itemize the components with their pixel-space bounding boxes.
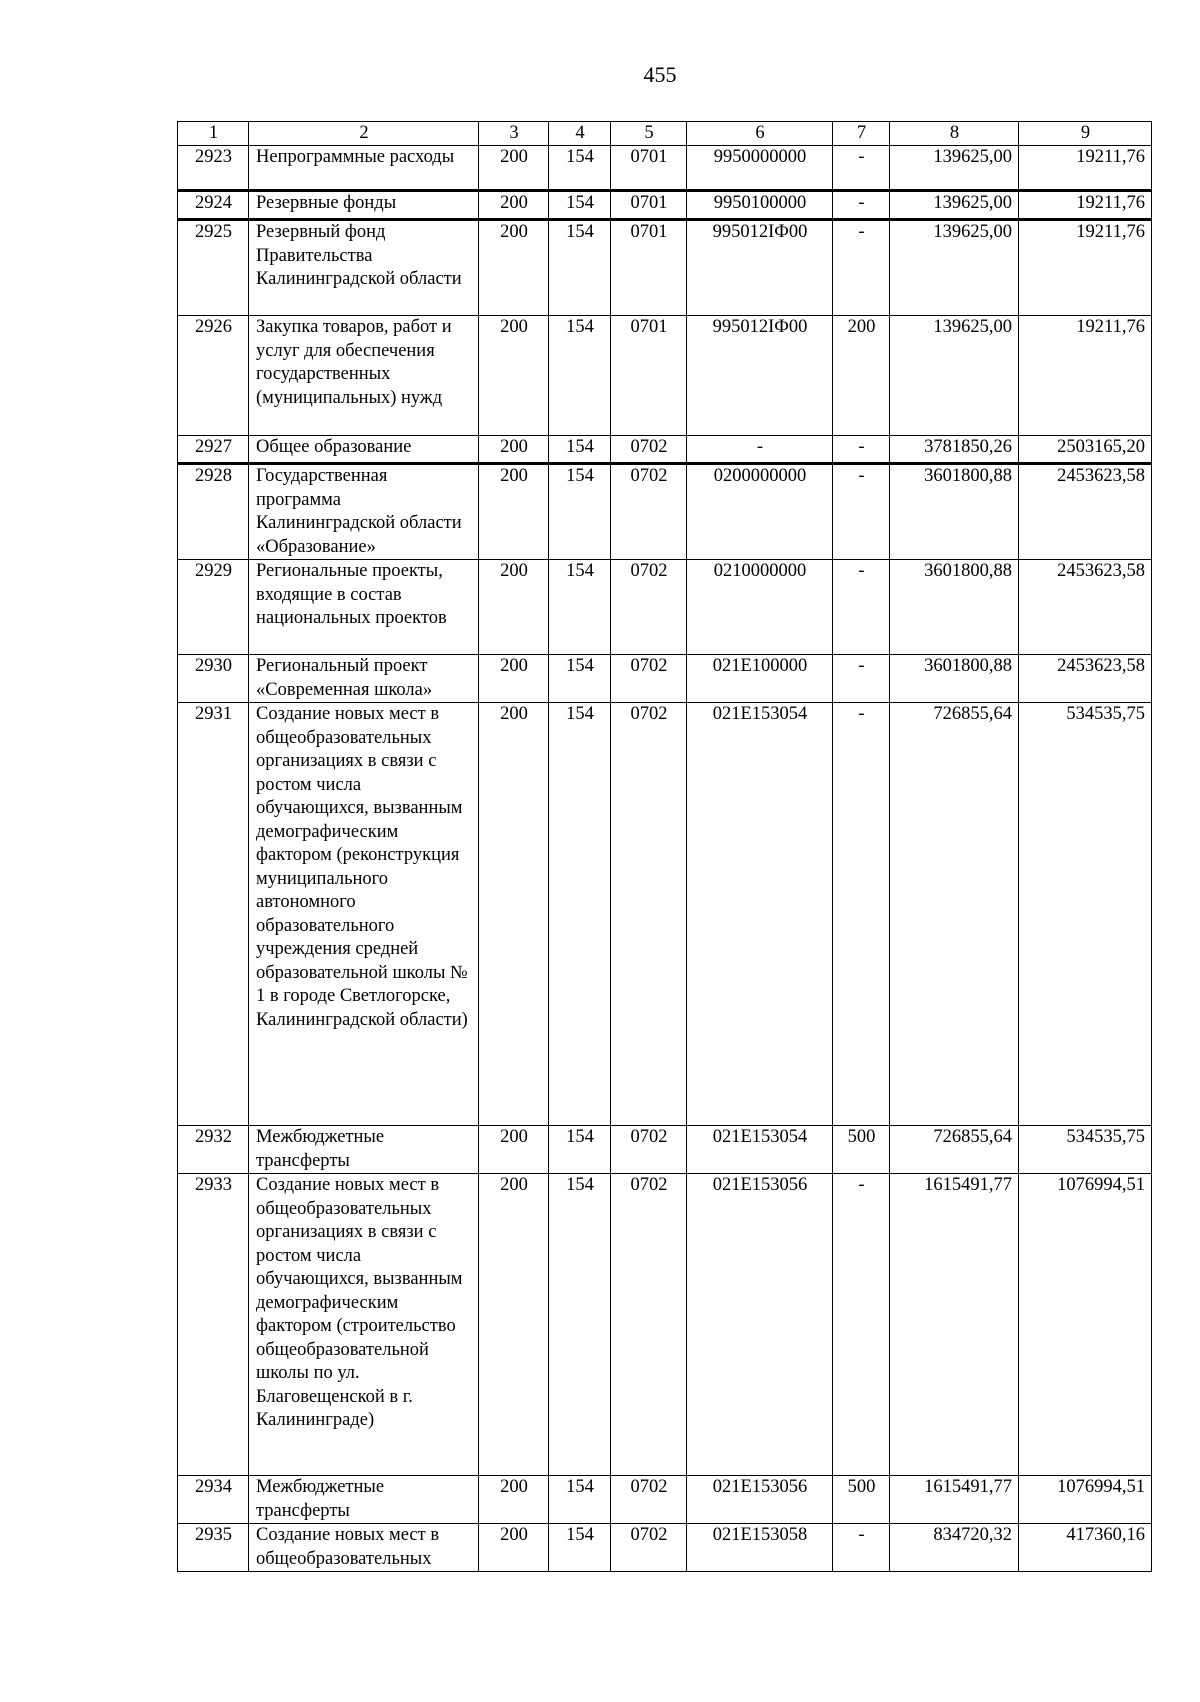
cell: 0702 <box>611 1174 687 1476</box>
table-row <box>178 655 1152 703</box>
cell: 500 <box>833 1126 890 1174</box>
cell: 0701 <box>611 191 687 220</box>
cell: 0702 <box>611 703 687 1126</box>
row-number: 2923 <box>178 146 249 191</box>
cell: 3601800,88 <box>890 655 1019 703</box>
cell: 2503165,20 <box>1019 436 1152 464</box>
table-row <box>178 220 1152 316</box>
cell: 0210000000 <box>687 560 833 655</box>
row-name: Межбюджетные трансферты <box>249 1126 479 1174</box>
budget-table <box>177 121 1152 1572</box>
cell: 139625,00 <box>890 316 1019 436</box>
cell: 154 <box>549 560 611 655</box>
cell: 200 <box>479 1524 549 1572</box>
cell: 200 <box>479 316 549 436</box>
row-name: Межбюджетные трансферты <box>249 1476 479 1524</box>
cell: - <box>687 436 833 464</box>
cell: 021Е153054 <box>687 1126 833 1174</box>
cell: 139625,00 <box>890 220 1019 316</box>
cell: 0702 <box>611 560 687 655</box>
cell: 200 <box>479 436 549 464</box>
table-row <box>178 464 1152 560</box>
cell: 0702 <box>611 464 687 560</box>
row-number: 2925 <box>178 220 249 316</box>
cell: 534535,75 <box>1019 703 1152 1126</box>
row-number: 2927 <box>178 436 249 464</box>
cell: 200 <box>833 316 890 436</box>
cell: 19211,76 <box>1019 146 1152 191</box>
cell: - <box>833 560 890 655</box>
table-row <box>178 1524 1152 1572</box>
page-number: 455 <box>643 62 677 87</box>
row-number: 2930 <box>178 655 249 703</box>
table-row <box>178 1476 1152 1524</box>
cell: 1615491,77 <box>890 1174 1019 1476</box>
cell: 154 <box>549 1126 611 1174</box>
cell: 2453623,58 <box>1019 560 1152 655</box>
column-header: 1 <box>178 122 249 146</box>
cell: 154 <box>549 1174 611 1476</box>
cell: 3601800,88 <box>890 560 1019 655</box>
row-name: Региональный проект «Современная школа» <box>249 655 479 703</box>
row-name: Непрограммные расходы <box>249 146 479 191</box>
table-row <box>178 146 1152 191</box>
cell: 200 <box>479 655 549 703</box>
row-name: Государственная программа Калининградской области «Образование» <box>249 464 479 560</box>
cell: 3781850,26 <box>890 436 1019 464</box>
cell: 154 <box>549 316 611 436</box>
cell: 200 <box>479 1126 549 1174</box>
cell: 19211,76 <box>1019 316 1152 436</box>
row-number: 2931 <box>178 703 249 1126</box>
cell: 139625,00 <box>890 146 1019 191</box>
row-number: 2934 <box>178 1476 249 1524</box>
row-number: 2928 <box>178 464 249 560</box>
cell: 154 <box>549 1524 611 1572</box>
cell: 995012ІФ00 <box>687 316 833 436</box>
cell: 154 <box>549 146 611 191</box>
cell: 0702 <box>611 655 687 703</box>
row-number: 2926 <box>178 316 249 436</box>
cell: - <box>833 464 890 560</box>
cell: - <box>833 191 890 220</box>
cell: 1076994,51 <box>1019 1174 1152 1476</box>
cell: 995012ІФ00 <box>687 220 833 316</box>
cell: 139625,00 <box>890 191 1019 220</box>
cell: 0701 <box>611 220 687 316</box>
cell: 154 <box>549 436 611 464</box>
column-header: 3 <box>479 122 549 146</box>
cell: 200 <box>479 464 549 560</box>
table-row <box>178 191 1152 220</box>
cell: 0702 <box>611 1476 687 1524</box>
cell: 1615491,77 <box>890 1476 1019 1524</box>
column-header: 6 <box>687 122 833 146</box>
cell: 2453623,58 <box>1019 655 1152 703</box>
cell: - <box>833 1174 890 1476</box>
row-name: Резервные фонды <box>249 191 479 220</box>
row-name: Создание новых мест в общеобразовательных организациях в связи с ростом числа обучающихся, вызванным демографическим фактором (строительство общеобразовательной школы по ул. Благовещенской в г. Калининграде) <box>249 1174 479 1476</box>
row-name: Создание новых мест в общеобразовательных <box>249 1524 479 1572</box>
table-row <box>178 560 1152 655</box>
cell: 0200000000 <box>687 464 833 560</box>
cell: 200 <box>479 1476 549 1524</box>
cell: 3601800,88 <box>890 464 1019 560</box>
cell: 19211,76 <box>1019 191 1152 220</box>
cell: 154 <box>549 464 611 560</box>
cell: 154 <box>549 703 611 1126</box>
cell: 021Е100000 <box>687 655 833 703</box>
cell: 021Е153056 <box>687 1174 833 1476</box>
cell: 200 <box>479 191 549 220</box>
cell: 834720,32 <box>890 1524 1019 1572</box>
row-name: Закупка товаров, работ и услуг для обеспечения государственных (муниципальных) нужд <box>249 316 479 436</box>
row-number: 2924 <box>178 191 249 220</box>
column-header: 8 <box>890 122 1019 146</box>
column-header: 4 <box>549 122 611 146</box>
cell: 0702 <box>611 1126 687 1174</box>
cell: 200 <box>479 220 549 316</box>
cell: 021Е153054 <box>687 703 833 1126</box>
cell: 2453623,58 <box>1019 464 1152 560</box>
cell: - <box>833 436 890 464</box>
cell: 200 <box>479 560 549 655</box>
table-row <box>178 1174 1152 1476</box>
row-number: 2935 <box>178 1524 249 1572</box>
cell: 500 <box>833 1476 890 1524</box>
cell: - <box>833 1524 890 1572</box>
cell: 726855,64 <box>890 1126 1019 1174</box>
cell: 021Е153056 <box>687 1476 833 1524</box>
header-row <box>178 122 1152 146</box>
row-number: 2933 <box>178 1174 249 1476</box>
table-row <box>178 436 1152 464</box>
row-name: Общее образование <box>249 436 479 464</box>
cell: 0701 <box>611 146 687 191</box>
cell: 726855,64 <box>890 703 1019 1126</box>
cell: 0701 <box>611 316 687 436</box>
cell: 021Е153058 <box>687 1524 833 1572</box>
cell: 154 <box>549 220 611 316</box>
cell: 154 <box>549 655 611 703</box>
cell: - <box>833 655 890 703</box>
cell: 19211,76 <box>1019 220 1152 316</box>
table-row <box>178 1126 1152 1174</box>
cell: - <box>833 146 890 191</box>
column-header: 9 <box>1019 122 1152 146</box>
table-row <box>178 316 1152 436</box>
cell: 417360,16 <box>1019 1524 1152 1572</box>
column-header: 5 <box>611 122 687 146</box>
cell: 0702 <box>611 436 687 464</box>
cell: - <box>833 220 890 316</box>
cell: 154 <box>549 191 611 220</box>
table-row <box>178 703 1152 1126</box>
column-header: 2 <box>249 122 479 146</box>
cell: 200 <box>479 1174 549 1476</box>
cell: 154 <box>549 1476 611 1524</box>
cell: 1076994,51 <box>1019 1476 1152 1524</box>
cell: 9950000000 <box>687 146 833 191</box>
row-name: Резервный фонд Правительства Калининградской области <box>249 220 479 316</box>
cell: 0702 <box>611 1524 687 1572</box>
cell: 200 <box>479 703 549 1126</box>
row-number: 2929 <box>178 560 249 655</box>
cell: 534535,75 <box>1019 1126 1152 1174</box>
row-number: 2932 <box>178 1126 249 1174</box>
row-name: Региональные проекты, входящие в состав национальных проектов <box>249 560 479 655</box>
cell: - <box>833 703 890 1126</box>
column-header: 7 <box>833 122 890 146</box>
cell: 9950100000 <box>687 191 833 220</box>
cell: 200 <box>479 146 549 191</box>
row-name: Создание новых мест в общеобразовательных организациях в связи с ростом числа обучающихся, вызванным демографическим фактором (реконструкция муниципального автономного образовательного учреждения средней образовательной школы № 1 в городе Светлогорске, Калининградской области) <box>249 703 479 1126</box>
